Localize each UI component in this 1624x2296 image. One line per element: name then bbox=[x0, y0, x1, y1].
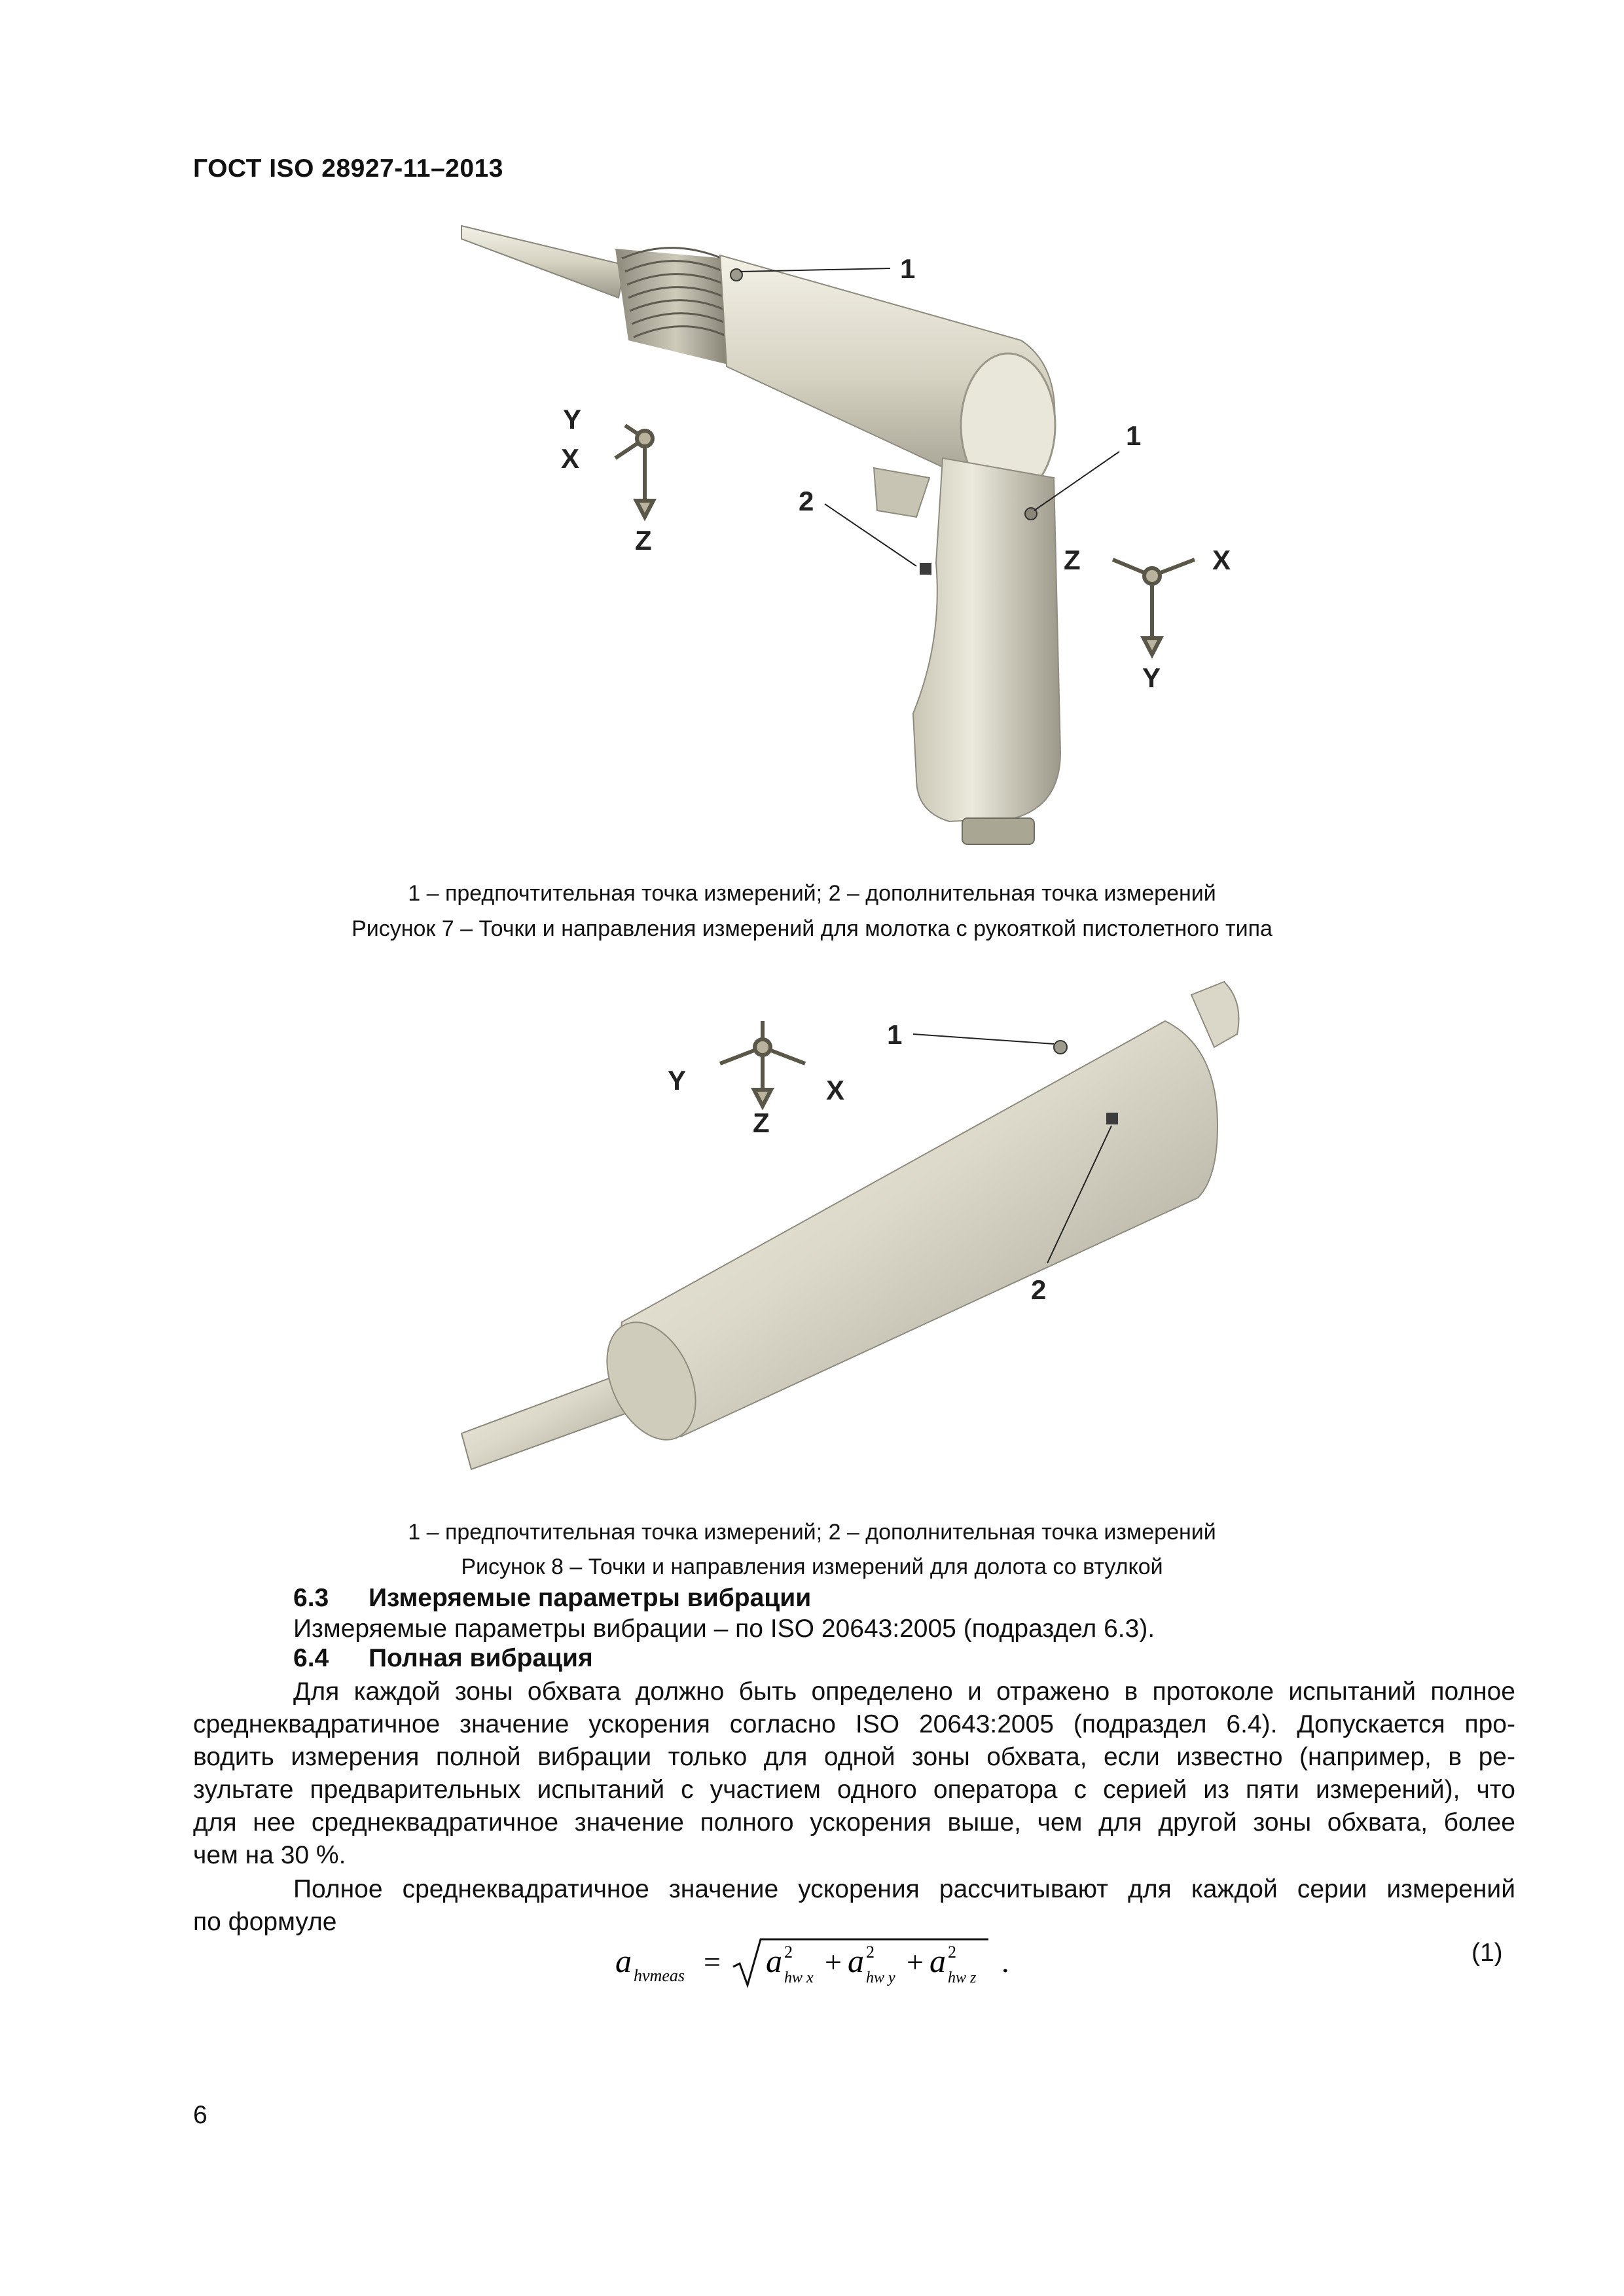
formula-sub-z: hw z bbox=[948, 1969, 977, 1986]
paragraph-line: среднеквадратичное значение ускорения согласно ISO 20643:2005 (подраздел 6.4). Допускается про- bbox=[193, 1710, 1515, 1738]
figure-8-caption: Рисунок 8 – Точки и направления измерений для долота со втулкой bbox=[461, 1554, 1163, 1579]
figure-8-legend: 1 – предпочтительная точка измерений; 2 – дополнительная точка измерений bbox=[408, 1520, 1216, 1545]
section-number: 6.3 bbox=[293, 1584, 329, 1612]
formula-lhs: a bbox=[615, 1943, 632, 1979]
fig8-label-1: 1 bbox=[887, 1019, 903, 1050]
formula-square: 2 bbox=[784, 1943, 793, 1962]
sensor-point-2 bbox=[1106, 1113, 1118, 1124]
figure-8-illustration bbox=[445, 969, 1270, 1492]
fig8-axis-z: Z bbox=[753, 1107, 770, 1138]
section-title: Полная вибрация bbox=[369, 1644, 593, 1672]
formula-plus: + bbox=[825, 1945, 842, 1979]
fig8-label-2: 2 bbox=[1031, 1274, 1047, 1305]
formula-period: . bbox=[1001, 1945, 1009, 1979]
figure-7-caption: Рисунок 7 – Точки и направления измерений для молотка с рукояткой пистолетного типа bbox=[352, 916, 1272, 941]
formula-sub-x: hw x bbox=[784, 1969, 814, 1986]
fig8-axes bbox=[720, 1021, 805, 1106]
formula-term-z: a bbox=[929, 1943, 946, 1979]
formula-1 bbox=[609, 1934, 1054, 1993]
handle-end-nut bbox=[962, 818, 1034, 844]
section-6-3-text: Измеряемые параметры вибрации – по ISO 20643:2005 (подраздел 6.3). bbox=[293, 1615, 1155, 1643]
formula-lhs-sub: hvmeas bbox=[634, 1966, 685, 1985]
fig7-axis-z-right: Z bbox=[1064, 545, 1081, 575]
fig8-axis-y: Y bbox=[668, 1065, 687, 1096]
formula-sub-y: hw y bbox=[866, 1969, 895, 1986]
formula-plus: + bbox=[907, 1945, 924, 1979]
section-6-4-heading bbox=[293, 1644, 593, 1673]
sleeve-cylinder bbox=[615, 1021, 1218, 1437]
formula-equals: = bbox=[704, 1945, 721, 1979]
fig7-axis-y-left: Y bbox=[563, 404, 582, 435]
paragraph-line: Для каждой зоны обхвата должно быть определено и отражено в протоколе испытаний полное bbox=[293, 1677, 1515, 1706]
spring-coil bbox=[615, 248, 736, 367]
formula-term-y: a bbox=[848, 1943, 864, 1979]
formula-square: 2 bbox=[866, 1943, 875, 1962]
formula-square: 2 bbox=[948, 1943, 956, 1962]
section-6-4-paragraph-2 bbox=[193, 1873, 1515, 1939]
fig7-axis-x-right: X bbox=[1212, 545, 1231, 575]
fig7-axis-z-left: Z bbox=[635, 525, 652, 556]
figure-7-legend: 1 – предпочтительная точка измерений; 2 – дополнительная точка измерений bbox=[408, 881, 1216, 906]
paragraph-line: водить измерения полной вибрации только для одной зоны обхвата, если известно (например, в ре- bbox=[193, 1743, 1515, 1771]
paragraph-line: для нее среднеквадратичное значение полного ускорения выше, чем для другой зоны обхвата, более bbox=[193, 1808, 1515, 1837]
pistol-grip-handle bbox=[913, 458, 1060, 821]
sensor-point-2 bbox=[920, 563, 931, 575]
fig7-axis-x-left: X bbox=[561, 443, 580, 474]
sensor-point-1-top bbox=[731, 269, 742, 281]
fig7-axis-y-right: Y bbox=[1142, 662, 1161, 693]
chisel-bit bbox=[461, 226, 625, 298]
page-number: 6 bbox=[193, 2101, 208, 2129]
formula-term-x: a bbox=[766, 1943, 782, 1979]
paragraph-line: зультате предварительных испытаний с участием одного оператора с серией из пяти измерений), что bbox=[193, 1776, 1515, 1804]
fig7-label-2: 2 bbox=[799, 486, 814, 516]
fig7-label-1-handle: 1 bbox=[1126, 420, 1142, 451]
fig7-axes-left bbox=[615, 425, 653, 517]
trigger bbox=[874, 468, 929, 517]
section-6-4-paragraph-1 bbox=[193, 1676, 1515, 1872]
fig8-axis-x: X bbox=[826, 1075, 845, 1105]
fig7-axes-right bbox=[1113, 560, 1195, 655]
sensor-point-1 bbox=[1054, 1041, 1067, 1054]
equation-number: (1) bbox=[1471, 1939, 1503, 1967]
figure-7-illustration bbox=[406, 209, 1309, 864]
paragraph-line: по формуле bbox=[193, 1908, 337, 1936]
section-number: 6.4 bbox=[293, 1644, 329, 1672]
fig7-label-1-top: 1 bbox=[900, 253, 916, 284]
paragraph-line: Полное среднеквадратичное значение ускорения рассчитывают для каждой серии измерений bbox=[293, 1875, 1515, 1903]
paragraph-line: чем на 30 %. bbox=[193, 1841, 346, 1869]
rear-shaft bbox=[1191, 982, 1239, 1047]
document-header: ГОСТ ISO 28927-11–2013 bbox=[193, 154, 503, 183]
section-title: Измеряемые параметры вибрации bbox=[369, 1584, 812, 1612]
section-6-3-heading bbox=[293, 1584, 811, 1613]
